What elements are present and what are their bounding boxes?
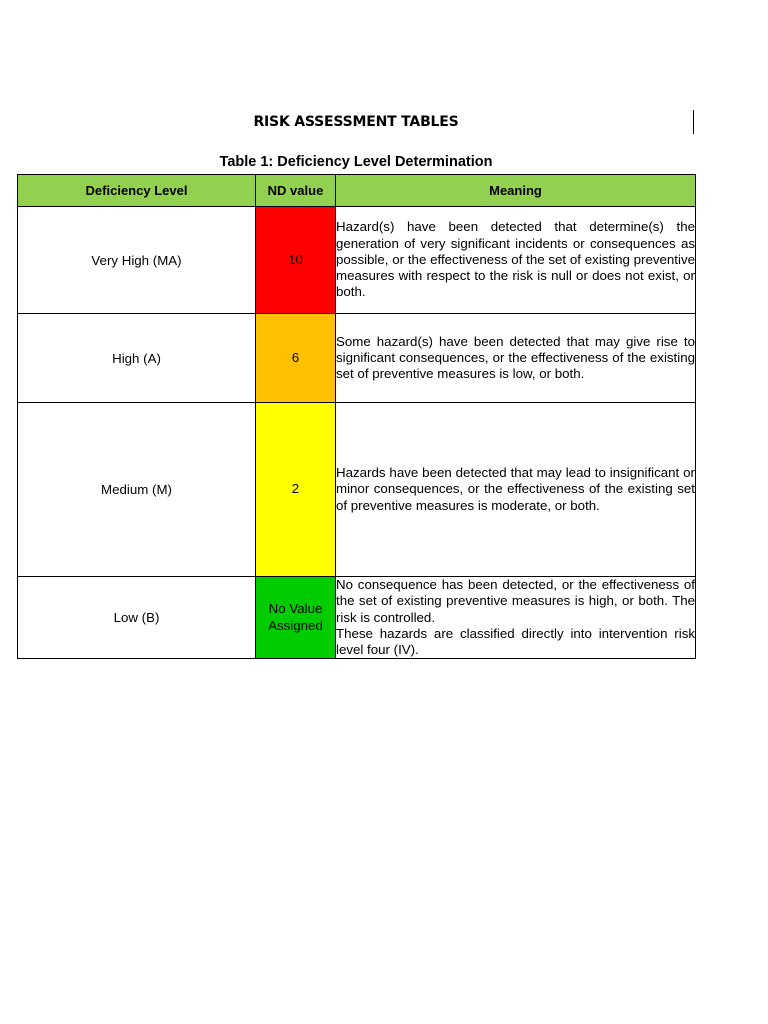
meaning-cell (336, 577, 696, 659)
deficiency-level-table (17, 174, 696, 659)
meaning-cell: Some hazard(s) have been detected that may give rise to significant consequences, or the effectiveness of the existing set of preventive measures is low, or both. (336, 314, 696, 403)
header-meaning: Meaning (336, 175, 696, 207)
table-header-row (18, 175, 696, 207)
deficiency-level-cell: High (A) (18, 314, 256, 403)
deficiency-level-cell: Low (B) (18, 577, 256, 659)
text-cursor (693, 110, 694, 134)
nd-value-cell: 6 (256, 314, 336, 403)
table-caption: Table 1: Deficiency Level Determination (219, 154, 493, 170)
header-nd-value: ND value (256, 175, 336, 207)
meaning-cell: Hazard(s) have been detected that determine(s) the generation of very significant incidents or consequences as possible, or the effectiveness of the set of existing preventive measures with respect to the risk is null or does not exist, or both. (336, 207, 696, 314)
deficiency-level-cell: Very High (MA) (18, 207, 256, 314)
table-row (18, 577, 696, 659)
nd-value-line: Assigned (268, 617, 323, 633)
document-title: RISK ASSESSMENT TABLES (253, 114, 459, 130)
nd-value-cell: 2 (256, 403, 336, 577)
nd-value-line: No Value (268, 601, 323, 617)
meaning-paragraph: No consequence has been detected, or the effectiveness of the set of existing preventive measures is high, or both. The risk is controlled. (336, 577, 695, 625)
nd-value-cell (256, 577, 336, 659)
meaning-paragraph: These hazards are classified directly into intervention risk level four (IV). (336, 625, 695, 658)
header-deficiency-level: Deficiency Level (18, 175, 256, 207)
table-row (18, 314, 696, 403)
nd-value-cell: 10 (256, 207, 336, 314)
deficiency-level-cell: Medium (M) (18, 403, 256, 577)
meaning-cell: Hazards have been detected that may lead to insignificant or minor consequences, or the effectiveness of the existing set of preventive measures is moderate, or both. (336, 403, 696, 577)
table-row (18, 403, 696, 577)
table-row (18, 207, 696, 314)
